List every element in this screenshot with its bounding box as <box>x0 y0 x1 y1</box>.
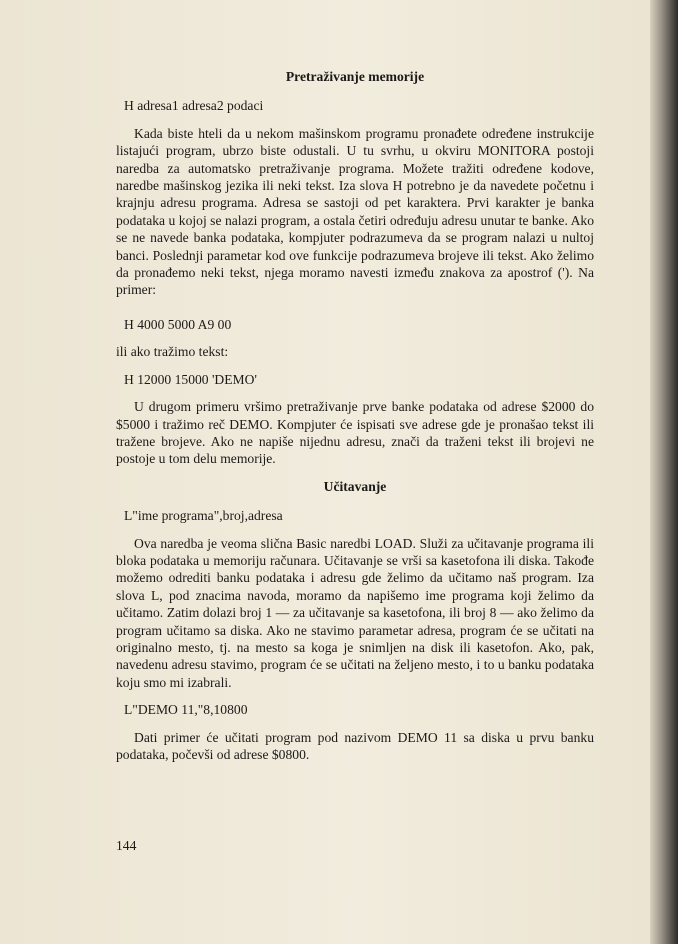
example-load-command: L"DEMO 11,"8,10800 <box>124 702 248 718</box>
example-hex-search: H 4000 5000 A9 00 <box>124 316 232 332</box>
section-heading-loading: Učitavanje <box>323 478 387 494</box>
paragraph-memory-search-explanation: U drugom primeru vršimo pretraživanje prve banke podataka od adrese $2000 do $5000 i tražimo reč DEMO. Kompjuter će ispisati sve adrese gde je pronašao tekst ili tražene brojeve. Ako ne napiše nijednu adresu, znači da traženi tekst ili brojevi ne postoje u tom delu memorije. <box>116 399 594 467</box>
text-search-intro: ili ako tražimo tekst: <box>116 344 229 360</box>
paragraph-load-example-explanation: Dati primer će učitati program pod nazivom DEMO 11 sa diska u prvu banku podataka, počevši od adrese $0800. <box>116 729 594 762</box>
book-binding-edge <box>650 0 678 944</box>
command-syntax-l: L"ime programa",broj,adresa <box>124 508 283 524</box>
example-text-search: H 12000 15000 'DEMO' <box>124 371 257 387</box>
page-number: 144 <box>116 838 137 853</box>
paragraph-loading-description: Ova naredba je veoma slična Basic naredbi LOAD. Služi za učitavanje programa ili bloka podataka u memoriju računara. Učitavanje se vrši sa kasetofona ili diska. Takođe možemo odrediti banku podataka i adresu gde želimo da učitamo naš program. Iza slova L, pod znacima navoda, moramo da napišemo ime programa koji želimo da učitamo. Zatim dolazi broj 1 — za učitavanje sa kasetofona, ili broj 8 — ako želimo da program učitamo sa diska. Ako ne stavimo parametar adresa, program će se učitati na originalno mesto, tj. na mesto sa koga je snimljen na disk ili kasetofon. Ako, pak, navedenu adresu stavimo, program će se učitati na željeno mesto, i to u banku podataka koju smo mi izabrali. <box>116 535 594 690</box>
section-heading-memory-search: Pretraživanje memorije <box>285 69 425 84</box>
command-syntax-h: H adresa1 adresa2 podaci <box>124 98 264 114</box>
page-content <box>116 68 594 763</box>
paragraph-memory-search-intro: Kada biste hteli da u nekom mašinskom programu pronađete određene instrukcije listajući program, ubrzo biste odustali. U tu svrhu, u okviru MONITORA postoji naredba za automatsko pretraživanje programa. Možete tražiti određene kodove, naredbe mašinskog jezika ili neki tekst. Iza slova H potrebno je da navedete početnu i krajnju adresu programa. Adresa se sastoji od pet karaktera. Prvi karakter je banka podataka u kojoj se nalazi program, a ostala četiri određuju adresu unutar te banke. Ako se ne navede banka podataka, kompjuter podrazumeva da se program nalazi u nultoj banci. Poslednji parametar kod ove funkcije podrazumeva brojeve ili tekst. Ako želimo da pronađemo neki tekst, njega moramo navesti između znakova za apostrof ('). Na primer: <box>116 125 594 298</box>
